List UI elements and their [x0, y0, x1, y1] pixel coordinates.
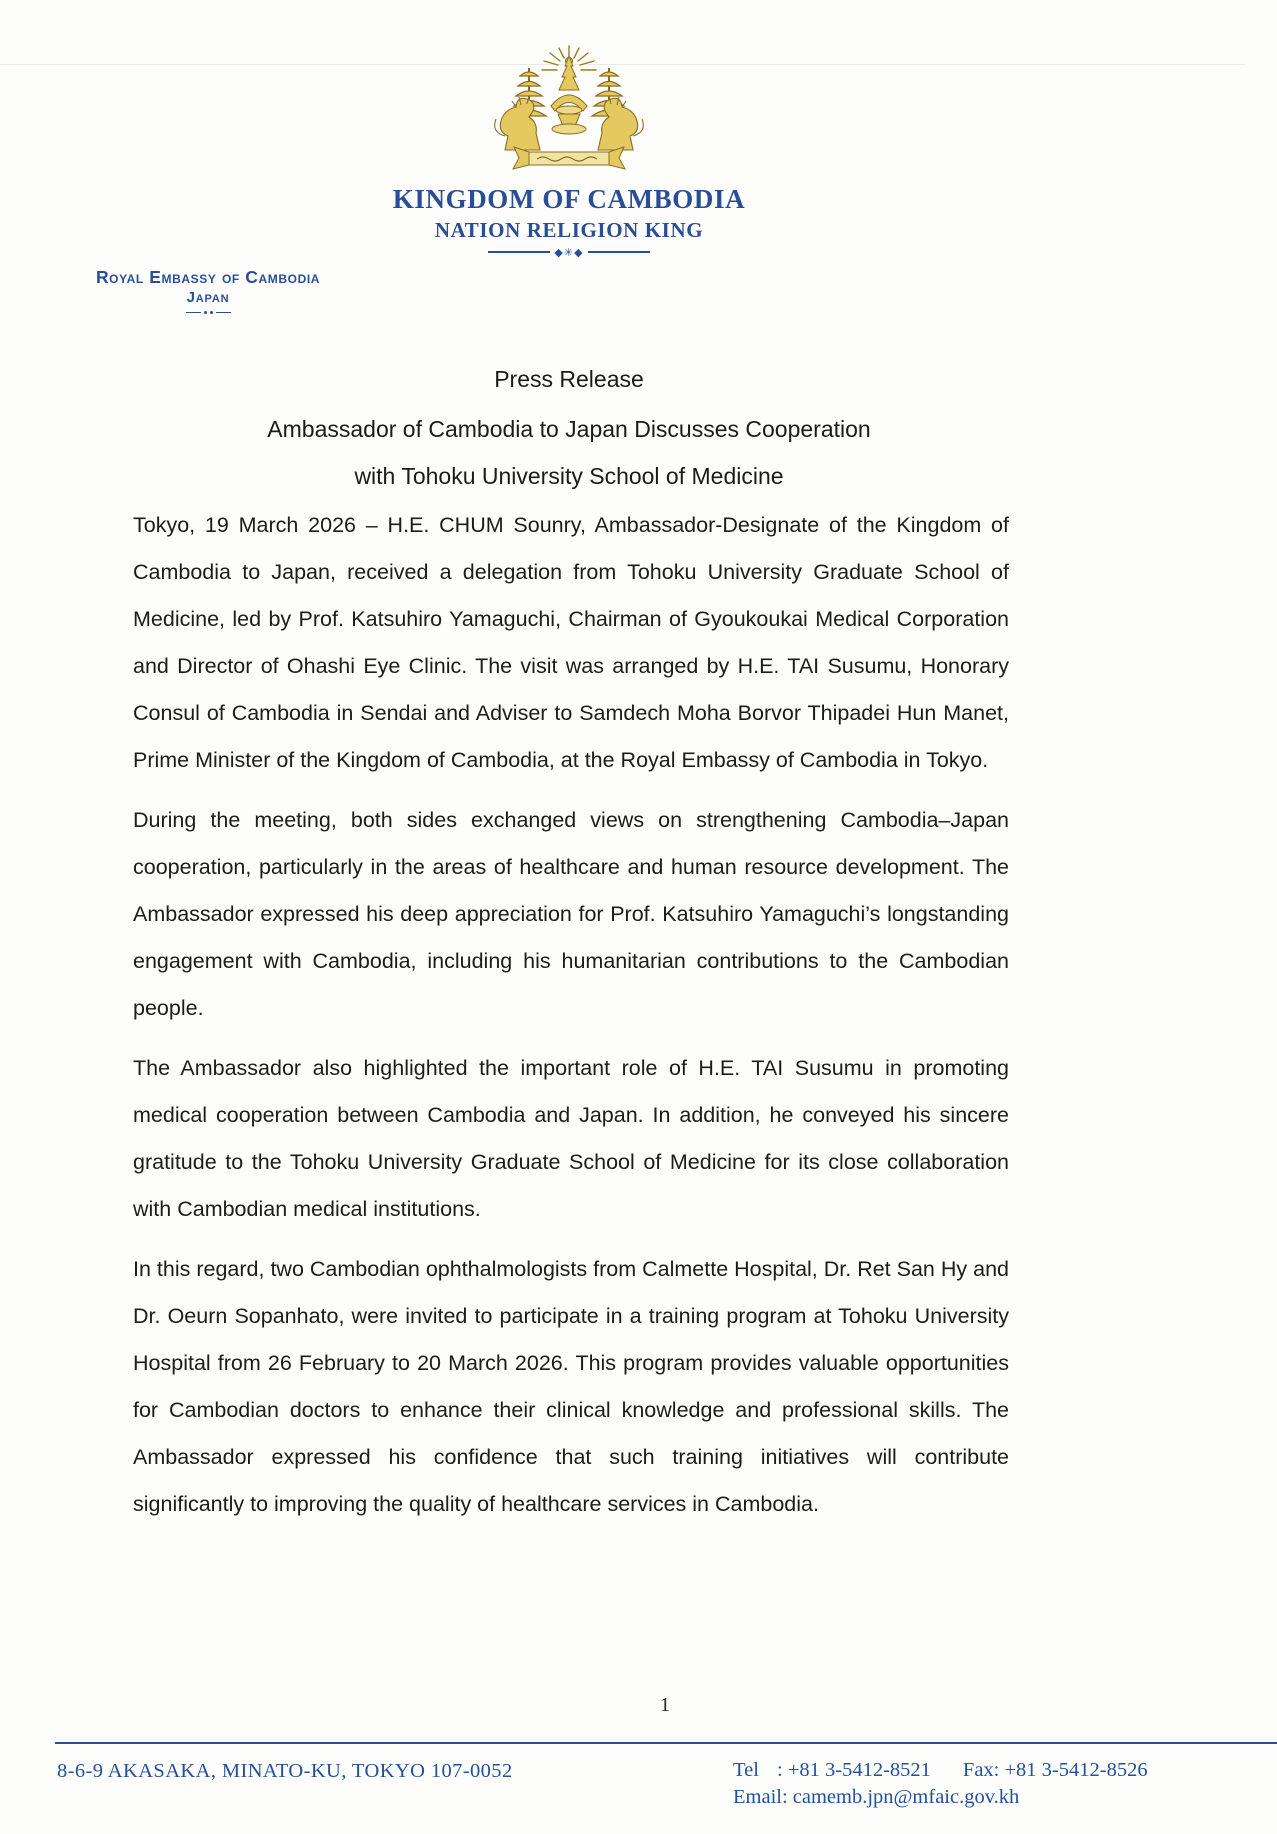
national-motto: NATION RELIGION KING	[434, 217, 704, 242]
page-number: 1	[660, 1694, 670, 1716]
royal-arms-emblem-graphic	[485, 44, 653, 172]
embassy-country: Japan	[186, 289, 230, 306]
footer-contact	[733, 1757, 1148, 1811]
embassy-letterhead	[72, 267, 344, 314]
ornamental-divider	[133, 247, 1005, 258]
paragraph-meeting: During the meeting, both sides exchanged views on strengthening Cambodia–Japan cooperation, particularly in the areas of healthcare and human resource development. The Ambassador expressed his deep appreciation for Prof. Katsuhiro Yamaguchi’s longstanding engagement with Cambodia, including his humanitarian contributions to the Cambodian people.	[133, 808, 1009, 1020]
footer-rule	[55, 1742, 1277, 1744]
footer-tel-fax-line	[733, 1757, 1148, 1784]
release-heading-block	[133, 366, 1005, 490]
document-header	[133, 44, 1005, 258]
footer-address: 8-6-9 AKASAKA, MINATO-KU, TOKYO 107-0052	[57, 1760, 513, 1782]
mini-ornament-line-left	[186, 312, 201, 314]
divider-ornament: ◆✳◆	[554, 245, 584, 259]
royal-arms-of-cambodia-emblem	[485, 44, 653, 172]
footer-email-line	[733, 1784, 1148, 1811]
mini-ornament-dot	[204, 311, 207, 314]
mini-ornament-line-right	[216, 312, 231, 314]
press-release-label: Press Release	[494, 366, 644, 392]
fax-value: +81 3-5412-8526	[1004, 1759, 1148, 1781]
release-body	[133, 502, 1009, 1541]
embassy-mini-ornament	[72, 311, 344, 314]
divider-line-right	[588, 251, 650, 253]
email-value: camemb.jpn@mfaic.gov.kh	[792, 1786, 1020, 1808]
headline-line-1: Ambassador of Cambodia to Japan Discusses Cooperation	[267, 416, 871, 442]
paragraph-role: The Ambassador also highlighted the important role of H.E. TAI Susumu in promoting medical cooperation between Cambodia and Japan. In addition, he conveyed his sincere gratitude to the Tohoku University Graduate School of Medicine for its close collaboration with Cambodian medical institutions.	[133, 1056, 1009, 1221]
mini-ornament-dot	[210, 311, 213, 314]
paragraph-training: In this regard, two Cambodian ophthalmologists from Calmette Hospital, Dr. Ret San Hy and Dr. Oeurn Sopanhato, were invited to participate in a training program at Tohoku University Hospital from 26 February to 20 March 2026. This program provides valuable opportunities for Cambodian doctors to enhance their clinical knowledge and professional skills. The Ambassador expressed his confidence that such training initiatives will contribute significantly to improving the quality of healthcare services in Cambodia.	[133, 1257, 1009, 1516]
email-label: Email:	[733, 1786, 788, 1808]
headline-line-2: with Tohoku University School of Medicine	[354, 463, 784, 489]
kingdom-title: KINGDOM OF CAMBODIA	[392, 184, 746, 214]
fax-label: Fax:	[962, 1759, 1000, 1781]
paragraph-dateline: Tokyo, 19 March 2026 – H.E. CHUM Sounry, Ambassador-Designate of the Kingdom of Cambodia to Japan, received a delegation from Tohoku University Graduate School of Medicine, led by Prof. Katsuhiro Yamaguchi, Chairman of Gyoukoukai Medical Corporation and Director of Ohashi Eye Clinic. The visit was arranged by H.E. TAI Susumu, Honorary Consul of Cambodia in Sendai and Adviser to Samdech Moha Borvor Thipadei Hun Manet, Prime Minister of the Kingdom of Cambodia, at the Royal Embassy of Cambodia in Tokyo.	[133, 513, 1009, 772]
tel-value: : +81 3-5412-8521	[777, 1759, 931, 1781]
embassy-name: Royal Embassy of Cambodia	[95, 267, 321, 287]
tel-label: Tel	[733, 1759, 759, 1781]
divider-line-left	[488, 251, 550, 253]
